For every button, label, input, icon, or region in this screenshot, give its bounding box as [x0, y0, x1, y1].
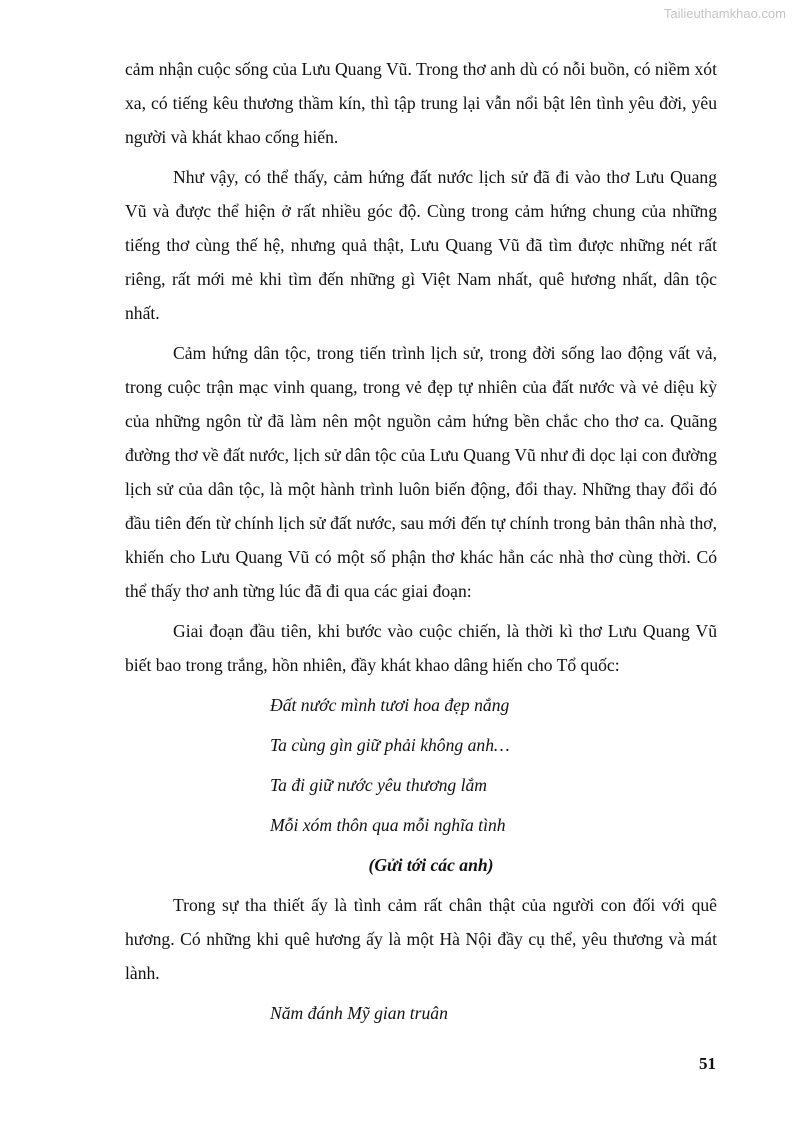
paragraph-3: Cảm hứng dân tộc, trong tiến trình lịch sử, trong đời sống lao động vất vả, trong cuộc trận mạc vinh quang, trong vẻ đẹp tự nhiên của đất nước và vẻ diệu kỳ của những ngôn từ đã làm nên một nguồn cảm hứng bền chắc cho thơ ca. Quãng đường thơ về đất nước, lịch sử dân tộc của Lưu Quang Vũ như đi dọc lại con đường lịch sử của dân tộc, là một hành trình luôn biến động, đổi thay. Những thay đổi đó đầu tiên đến từ chính lịch sử đất nước, sau mới đến tự chính trong bản thân nhà thơ, khiến cho Lưu Quang Vũ có một số phận thơ khác hẳn các nhà thơ cùng thời. Có thể thấy thơ anh từng lúc đã đi qua các giai đoạn: — [125, 343, 717, 601]
paragraph-4: Giai đoạn đầu tiên, khi bước vào cuộc chiến, là thời kì thơ Lưu Quang Vũ biết bao trong trắng, hồn nhiên, đầy khát khao dâng hiến cho Tổ quốc: — [125, 621, 717, 675]
page-content — [125, 52, 717, 1033]
verse-line: Mỗi xóm thôn qua mỗi nghĩa tình — [270, 815, 506, 835]
watermark: Tailieuthamkhao.com — [663, 6, 786, 21]
poem-excerpt-2 — [125, 993, 717, 1033]
verse-line: Năm đánh Mỹ gian truân — [270, 1003, 448, 1023]
verse-line: Ta cùng gìn giữ phải không anh… — [270, 735, 510, 755]
paragraph-5: Trong sự tha thiết ấy là tình cảm rất chân thật của người con đối với quê hương. Có những khi quê hương ấy là một Hà Nội đầy cụ thể, yêu thương và mát lành. — [125, 895, 717, 983]
verse-line: Đất nước mình tươi hoa đẹp nắng — [270, 695, 510, 715]
poem-excerpt-1 — [125, 685, 717, 885]
paragraph-2: Như vậy, có thể thấy, cảm hứng đất nước lịch sử đã đi vào thơ Lưu Quang Vũ và được thể hiện ở rất nhiều góc độ. Cùng trong cảm hứng chung của những tiếng thơ cùng thế hệ, nhưng quả thật, Lưu Quang Vũ đã tìm được những nét rất riêng, rất mới mẻ khi tìm đến những gì Việt Nam nhất, quê hương nhất, dân tộc nhất. — [125, 167, 717, 323]
page-number: 51 — [699, 1054, 716, 1073]
verse-line: Ta đi giữ nước yêu thương lắm — [270, 775, 487, 795]
poem-source-caption: (Gửi tới các anh) — [368, 855, 494, 875]
paragraph-1: cảm nhận cuộc sống của Lưu Quang Vũ. Trong thơ anh dù có nỗi buồn, có niềm xót xa, có tiếng kêu thương thầm kín, thì tập trung lại vẫn nổi bật lên tình yêu đời, yêu người và khát khao cống hiến. — [125, 59, 717, 147]
